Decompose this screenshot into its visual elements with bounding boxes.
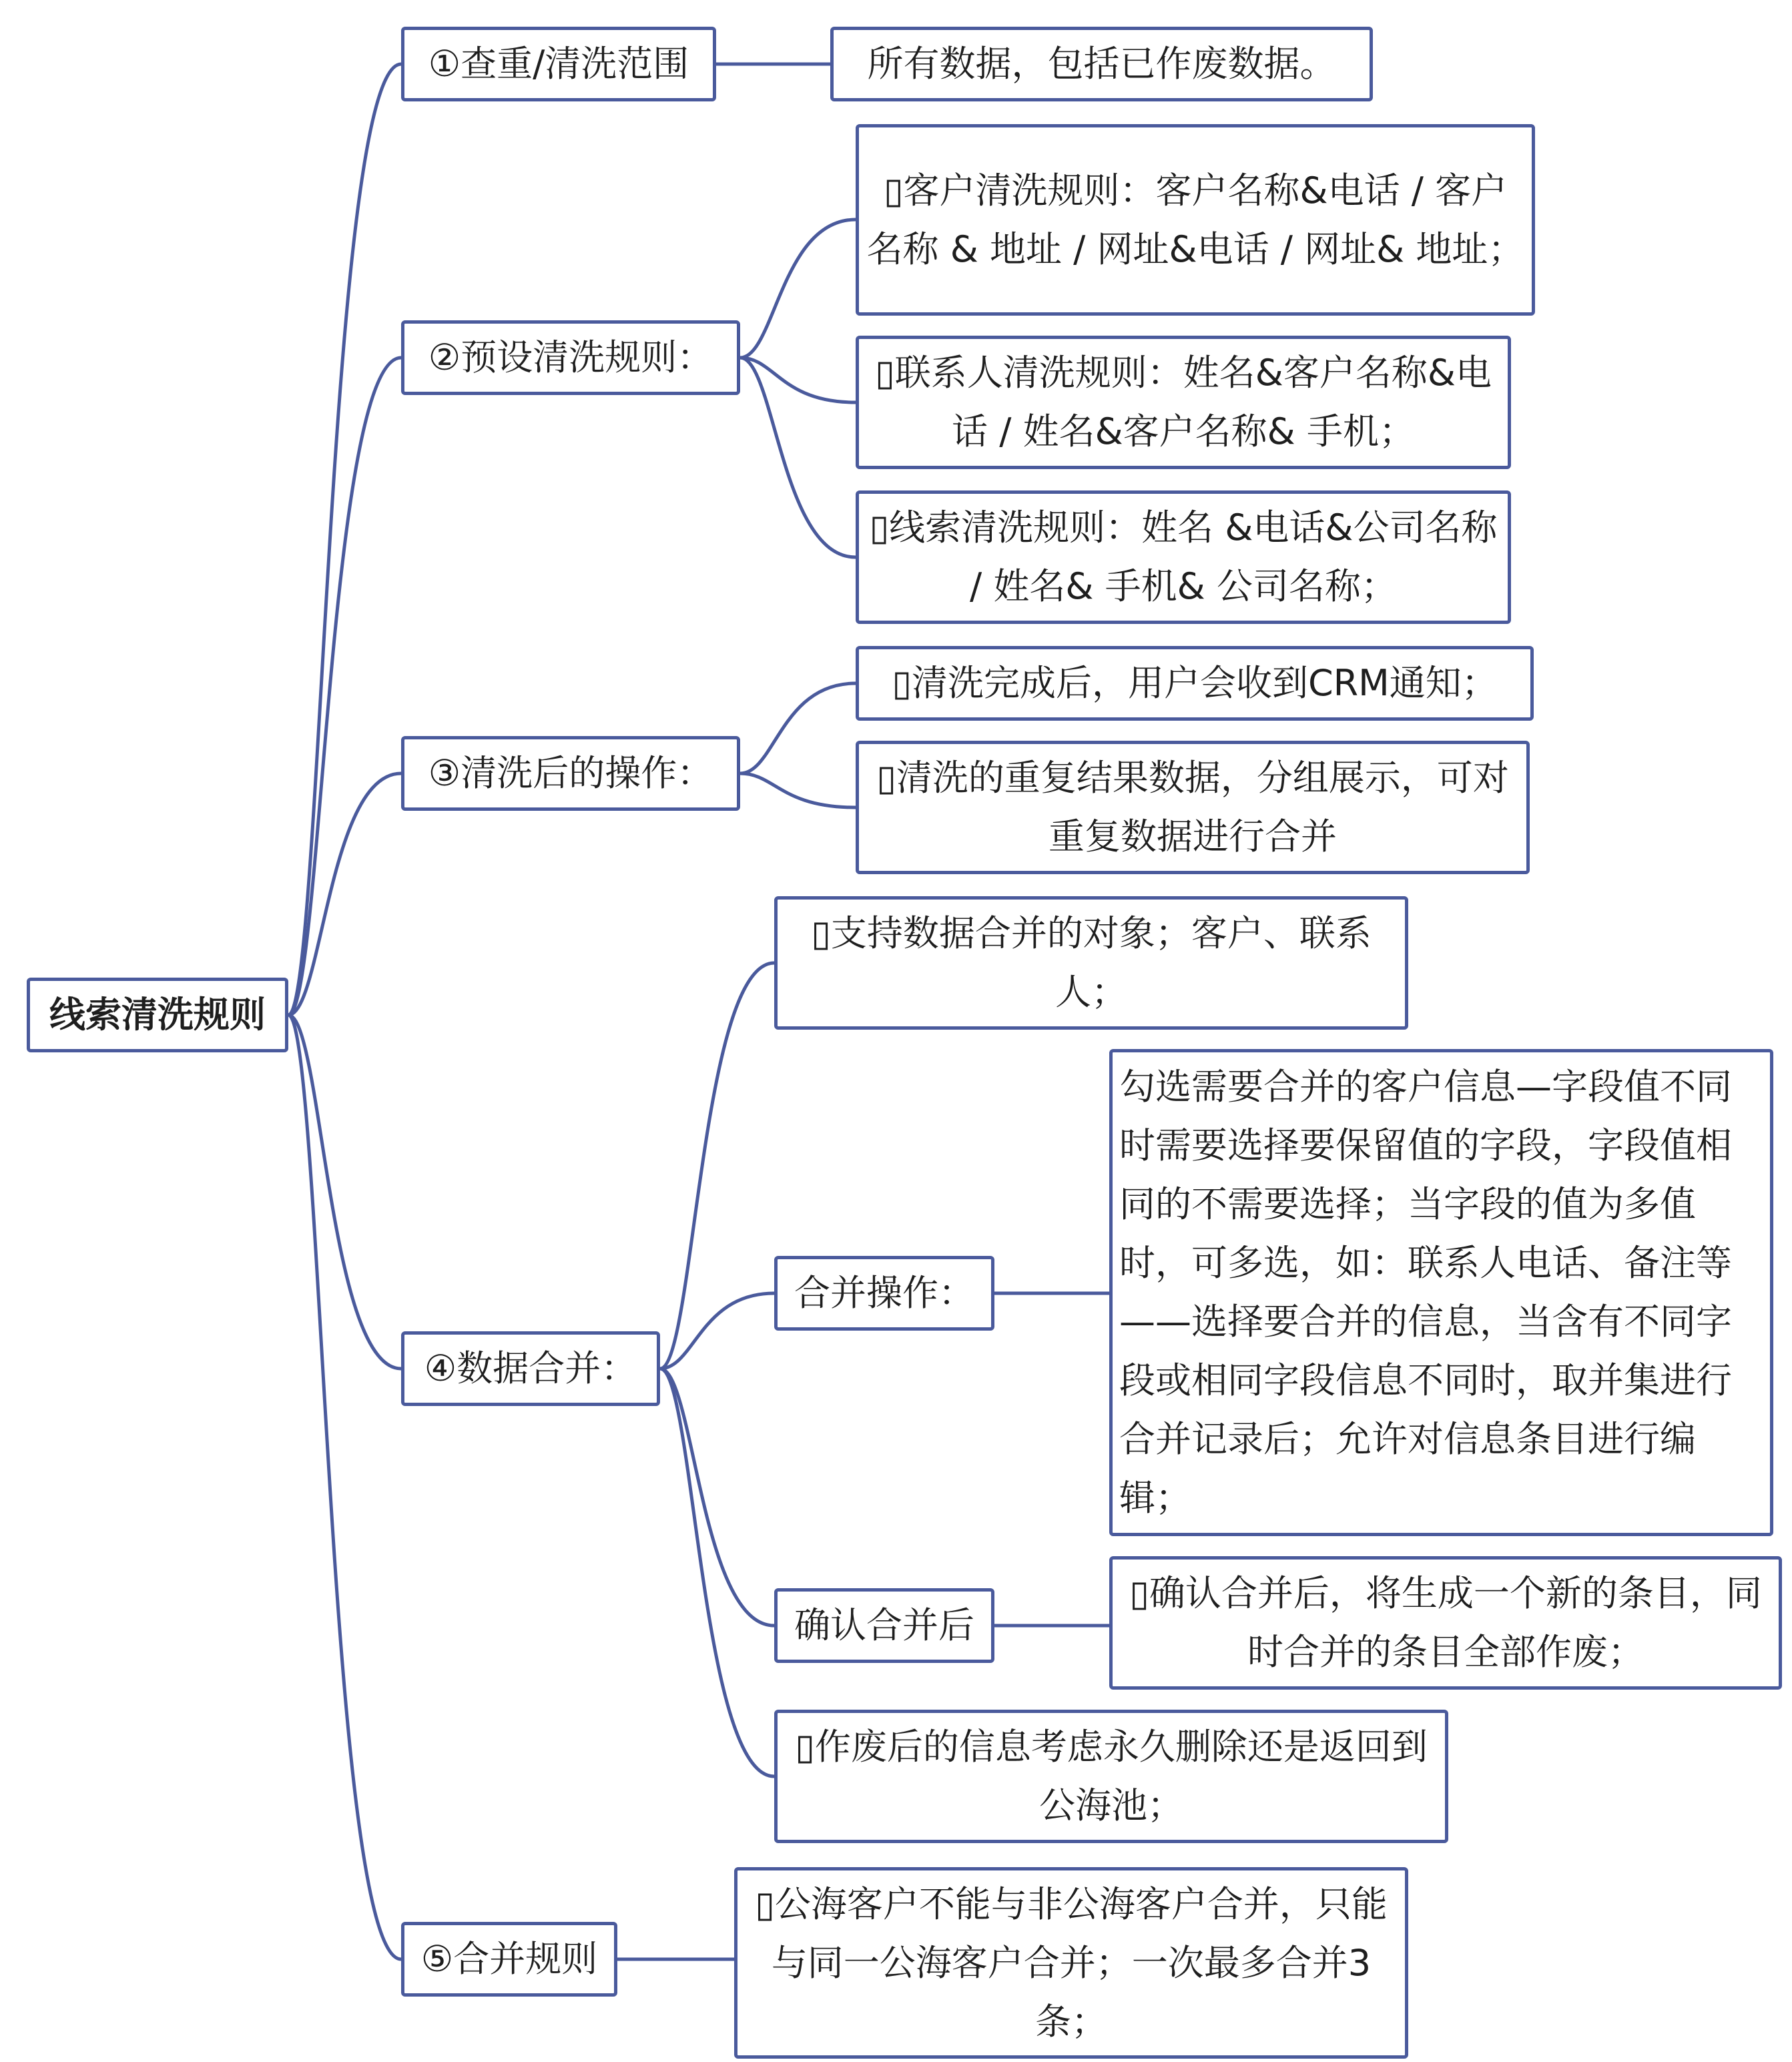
- branch-2-topic[interactable]: ②预设清洗规则：: [401, 320, 740, 395]
- merge-operation-detail[interactable]: 勾选需要合并的客户信息—字段值不同时需要选择要保留值的字段，字段值相同的不需要选择；当字段的值为多值时，可多选，如：联系人电话、备注等——选择要合并的信息，当含有不同字段或相同字段信息不同时，取并集进行合并记录后；允许对信息条目进行编辑；: [1109, 1049, 1773, 1536]
- branch-1-topic[interactable]: ①查重/清洗范围: [401, 27, 716, 101]
- group-display-note[interactable]: ▯清洗的重复结果数据，分组展示，可对重复数据进行合并: [856, 741, 1530, 874]
- merge-operation-topic[interactable]: 合并操作：: [774, 1256, 994, 1331]
- branch-4-topic[interactable]: ④数据合并：: [401, 1331, 660, 1406]
- confirm-merge-detail[interactable]: ▯确认合并后，将生成一个新的条目，同时合并的条目全部作废；: [1109, 1556, 1782, 1690]
- customer-rule-note[interactable]: ▯客户清洗规则：客户名称&电话 / 客户名称 & 地址 / 网址&电话 / 网址& 地址；: [856, 124, 1535, 316]
- merge-limit-note[interactable]: ▯公海客户不能与非公海客户合并，只能与同一公海客户合并；一次最多合并3条；: [734, 1867, 1408, 2059]
- root-to-b4-connector: [288, 1015, 401, 1369]
- confirm-merge-topic[interactable]: 确认合并后: [774, 1588, 994, 1663]
- lead-rule-note[interactable]: ▯线索清洗规则：姓名 &电话&公司名称 / 姓名& 手机& 公司名称；: [856, 490, 1511, 624]
- b2-to-lead-connector: [740, 358, 856, 557]
- crm-notice-note[interactable]: ▯清洗完成后，用户会收到CRM通知；: [856, 646, 1534, 721]
- root-to-b3-connector: [288, 773, 401, 1015]
- voided-info-note[interactable]: ▯作废后的信息考虑永久删除还是返回到公海池；: [774, 1710, 1448, 1843]
- b4-to-voided-connector: [660, 1369, 774, 1776]
- root-topic[interactable]: 线索清洗规则: [27, 978, 288, 1052]
- b2-to-customer-connector: [740, 220, 856, 358]
- root-to-b5-connector: [288, 1015, 401, 1959]
- b3-to-notice-connector: [740, 683, 856, 773]
- contact-rule-note[interactable]: ▯联系人清洗规则：姓名&客户名称&电话 / 姓名&客户名称& 手机；: [856, 336, 1511, 469]
- scope-note[interactable]: 所有数据，包括已作废数据。: [830, 27, 1373, 101]
- b4-to-objects-connector: [660, 963, 774, 1369]
- branch-5-topic[interactable]: ⑤合并规则: [401, 1922, 617, 1997]
- b3-to-group-connector: [740, 773, 856, 807]
- branch-3-topic[interactable]: ③清洗后的操作：: [401, 736, 740, 811]
- merge-objects-note[interactable]: ▯支持数据合并的对象；客户、联系人；: [774, 896, 1408, 1030]
